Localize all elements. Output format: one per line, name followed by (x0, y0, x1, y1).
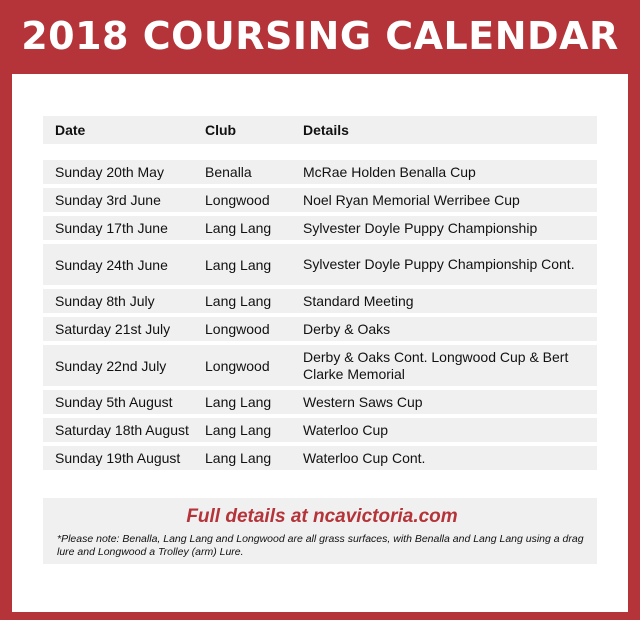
surface-note: *Please note: Benalla, Lang Lang and Longwood are all grass surfaces, with Benalla and Lang Lang using a drag lure and Longwood a Trolley (arm) Lure. (57, 533, 584, 558)
row-details: Sylvester Doyle Puppy Championship Cont. (303, 256, 575, 272)
table-row (43, 345, 597, 386)
row-details: Derby & Oaks (303, 320, 391, 337)
row-club: Longwood (205, 192, 270, 208)
row-date: Sunday 22nd July (55, 357, 167, 374)
row-club: Lang Lang (205, 450, 272, 466)
row-club: Lang Lang (205, 220, 272, 236)
table-row (43, 188, 597, 212)
row-club: Longwood (205, 357, 270, 374)
row-date: Sunday 3rd June (55, 192, 161, 208)
row-club: Lang Lang (205, 394, 272, 410)
table-row (43, 289, 597, 313)
footer-box (43, 498, 597, 564)
table-row (43, 390, 597, 414)
table-row (43, 216, 597, 240)
row-details: Waterloo Cup (303, 421, 389, 438)
header-date: Date (55, 122, 86, 138)
row-date: Saturday 21st July (55, 321, 171, 337)
table-header (43, 116, 597, 144)
row-club: Lang Lang (205, 293, 272, 309)
header-club: Club (205, 122, 237, 138)
row-details: McRae Holden Benalla Cup (303, 163, 476, 180)
row-club: Lang Lang (205, 256, 272, 273)
row-date: Sunday 17th June (55, 220, 168, 236)
table-row (43, 244, 597, 285)
website-link[interactable]: Full details at ncavictoria.com (186, 506, 458, 527)
page-title: 2018 COURSING CALENDAR (21, 14, 619, 58)
row-date: Sunday 19th August (55, 450, 181, 466)
calendar-card (12, 74, 628, 612)
table-row (43, 317, 597, 341)
row-date: Sunday 20th May (55, 164, 164, 180)
row-details: Noel Ryan Memorial Werribee Cup (303, 191, 520, 208)
row-details: Sylvester Doyle Puppy Championship (303, 219, 538, 236)
row-club: Longwood (205, 321, 270, 337)
table-row (43, 446, 597, 470)
row-details: Derby & Oaks Cont. Longwood Cup & Bert Clarke Memorial (303, 348, 569, 382)
table-row (43, 160, 597, 184)
row-date: Sunday 8th July (55, 293, 155, 309)
row-club: Benalla (205, 164, 252, 180)
row-date: Sunday 24th June (55, 256, 168, 273)
row-date: Saturday 18th August (55, 422, 189, 438)
header-details: Details (303, 121, 349, 138)
row-club: Lang Lang (205, 422, 272, 438)
row-details: Western Saws Cup (303, 393, 423, 410)
row-details: Standard Meeting (303, 292, 414, 309)
table-row (43, 418, 597, 442)
calendar-table (43, 116, 597, 474)
row-date: Sunday 5th August (55, 394, 173, 410)
row-details: Waterloo Cup Cont. (303, 449, 426, 466)
